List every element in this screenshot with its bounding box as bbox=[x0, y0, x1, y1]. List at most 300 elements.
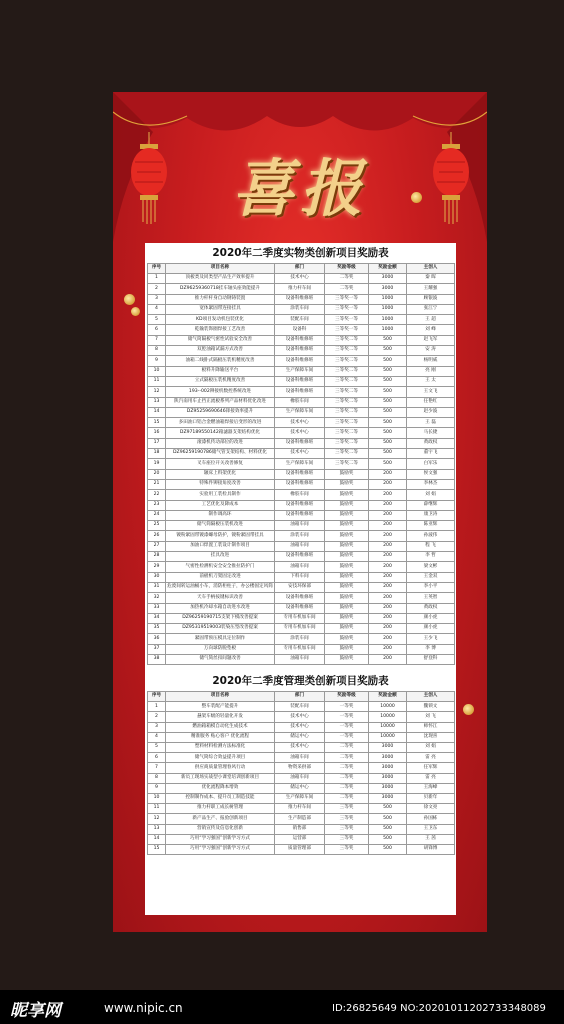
cell-project-name: 制作调高环 bbox=[166, 510, 275, 520]
table-row bbox=[148, 438, 455, 448]
cell-department: 推力杆车间 bbox=[275, 804, 325, 814]
cell-department: 技术中心 bbox=[275, 274, 325, 284]
cell-index: 33 bbox=[148, 603, 166, 613]
cell-award-level: 鼓励奖 bbox=[325, 603, 369, 613]
cell-index: 5 bbox=[148, 743, 166, 753]
cell-index: 10 bbox=[148, 793, 166, 803]
table-row bbox=[148, 753, 455, 763]
cell-index: 17 bbox=[148, 438, 166, 448]
table-row bbox=[148, 804, 455, 814]
cell-lead: 雷 亮 bbox=[407, 753, 455, 763]
cell-award-level: 三等奖二等 bbox=[325, 376, 369, 386]
cell-award-level: 鼓励奖 bbox=[325, 654, 369, 664]
table-row bbox=[148, 449, 455, 459]
award-tables-panel bbox=[145, 243, 456, 915]
table-row bbox=[148, 479, 455, 489]
gold-coin-decoration bbox=[124, 294, 135, 305]
cell-department: 推力杆车间 bbox=[275, 284, 325, 294]
cell-department: 设备科维修班 bbox=[275, 356, 325, 366]
cell-department: 设备科维修班 bbox=[275, 346, 325, 356]
cell-index: 19 bbox=[148, 459, 166, 469]
cell-department: 涂装车间 bbox=[275, 531, 325, 541]
cell-project-name: 储气筒丝扣间题改善 bbox=[166, 654, 275, 664]
table-row bbox=[148, 469, 455, 479]
cell-project-name: 陕汽南用车止挡正流板系列产品材料优化改进 bbox=[166, 397, 275, 407]
cell-project-name: 推力杆杆身自动钢铸装置 bbox=[166, 294, 275, 304]
table-row bbox=[148, 702, 455, 712]
cell-lead: 王英智 bbox=[407, 593, 455, 603]
table-row bbox=[148, 844, 455, 854]
cell-department: 设备科维修班 bbox=[275, 335, 325, 345]
cell-award-level: 一等奖 bbox=[325, 712, 369, 722]
cell-project-name: 燃油箱箱模自动化生成技术 bbox=[166, 722, 275, 732]
cell-project-name: DZ96259190715支架下模改善提案 bbox=[166, 613, 275, 623]
cell-department: 设备科维修班 bbox=[275, 552, 325, 562]
cell-award-level: 三等奖 bbox=[325, 804, 369, 814]
cell-project-name: 精准服务 贴心客户 优化流程 bbox=[166, 732, 275, 742]
cell-project-name: 加油口焊置工装设计制作项目 bbox=[166, 541, 275, 551]
cell-department: 装配车间 bbox=[275, 702, 325, 712]
cell-project-name: 叉车座位开关改善修复 bbox=[166, 459, 275, 469]
cell-lead: 刘 飞 bbox=[407, 712, 455, 722]
table-row bbox=[148, 814, 455, 824]
cell-lead: 王 超 bbox=[407, 315, 455, 325]
cell-award-level: 鼓励奖 bbox=[325, 562, 369, 572]
cell-award-level: 三等奖二等 bbox=[325, 418, 369, 428]
cell-department: 橡胶车间 bbox=[275, 397, 325, 407]
cell-award-level: 二等奖 bbox=[325, 773, 369, 783]
cell-lead: 白军乐 bbox=[407, 459, 455, 469]
cell-project-name: 新产品生产、报验创新项目 bbox=[166, 814, 275, 824]
cell-project-name: 工艺优化及降成本 bbox=[166, 500, 275, 510]
cell-department: 设备科维修班 bbox=[275, 593, 325, 603]
table-row bbox=[148, 531, 455, 541]
table-row bbox=[148, 783, 455, 793]
table-row bbox=[148, 732, 455, 742]
cell-department: 设备科维修班 bbox=[275, 438, 325, 448]
cell-lead: 贝新年 bbox=[407, 793, 455, 803]
cell-award-level: 三等奖二等 bbox=[325, 346, 369, 356]
cell-department: 技术中心 bbox=[275, 428, 325, 438]
cell-project-name: 储气筒隔板压装机改进 bbox=[166, 521, 275, 531]
cell-lead: 舒登科 bbox=[407, 654, 455, 664]
cell-project-name: 油箱二线卧式隔板压装机精度改善 bbox=[166, 356, 275, 366]
cell-department: 销售部 bbox=[275, 824, 325, 834]
cell-index: 27 bbox=[148, 541, 166, 551]
cell-award-level: 三等奖 bbox=[325, 824, 369, 834]
table-row bbox=[148, 376, 455, 386]
cell-award-level: 鼓励奖 bbox=[325, 582, 369, 592]
cell-amount: 500 bbox=[369, 834, 407, 844]
hero-title: 喜报 bbox=[231, 152, 368, 225]
cell-amount: 200 bbox=[369, 644, 407, 654]
cell-amount: 10000 bbox=[369, 712, 407, 722]
table-row bbox=[148, 824, 455, 834]
cell-award-level: 二等奖 bbox=[325, 274, 369, 284]
cell-award-level: 二等奖 bbox=[325, 753, 369, 763]
cell-amount: 500 bbox=[369, 407, 407, 417]
cell-department: 设备科维修班 bbox=[275, 510, 325, 520]
cell-index: 4 bbox=[148, 732, 166, 742]
cell-award-level: 鼓励奖 bbox=[325, 634, 369, 644]
table-row bbox=[148, 593, 455, 603]
table-row bbox=[148, 834, 455, 844]
cell-lead: 赵飞军 bbox=[407, 335, 455, 345]
cell-award-level: 三等奖 bbox=[325, 844, 369, 854]
table-header-row bbox=[148, 692, 455, 702]
cell-award-level: 三等奖二等 bbox=[325, 387, 369, 397]
cell-index: 1 bbox=[148, 702, 166, 712]
cell-department: 设备科维修班 bbox=[275, 603, 325, 613]
cell-lead: 任军辉 bbox=[407, 763, 455, 773]
cell-index: 37 bbox=[148, 644, 166, 654]
cell-amount: 200 bbox=[369, 552, 407, 562]
cell-award-level: 三等奖二等 bbox=[325, 428, 369, 438]
cell-amount: 200 bbox=[369, 572, 407, 582]
cell-amount: 1000 bbox=[369, 294, 407, 304]
cell-index: 25 bbox=[148, 521, 166, 531]
cell-lead: 康卫涛 bbox=[407, 510, 455, 520]
cell-project-name: 供应商质量管理春风行动 bbox=[166, 763, 275, 773]
cell-lead: 李 博 bbox=[407, 644, 455, 654]
cell-project-name: 特殊件铆接角度改善 bbox=[166, 479, 275, 489]
cell-project-name: DZ97189550142箱滤器支架结构优化 bbox=[166, 428, 275, 438]
table-row bbox=[148, 356, 455, 366]
cell-index: 14 bbox=[148, 834, 166, 844]
poster bbox=[113, 92, 487, 932]
cell-amount: 3000 bbox=[369, 274, 407, 284]
cell-index: 4 bbox=[148, 304, 166, 314]
table-row bbox=[148, 793, 455, 803]
cell-project-name: 乾输装饰圈焊接工艺改善 bbox=[166, 325, 275, 335]
cell-amount: 200 bbox=[369, 469, 407, 479]
cell-lead: 李小平 bbox=[407, 582, 455, 592]
table-row bbox=[148, 582, 455, 592]
cell-amount: 200 bbox=[369, 521, 407, 531]
cell-award-level: 鼓励奖 bbox=[325, 531, 369, 541]
cell-lead: 徐文亮 bbox=[407, 804, 455, 814]
cell-index: 6 bbox=[148, 325, 166, 335]
cell-amount: 500 bbox=[369, 844, 407, 854]
table-row bbox=[148, 552, 455, 562]
cell-department: 生产保障车间 bbox=[275, 407, 325, 417]
cell-amount: 200 bbox=[369, 490, 407, 500]
cell-index: 36 bbox=[148, 634, 166, 644]
cell-award-level: 鼓励奖 bbox=[325, 624, 369, 634]
cell-project-name: 实验用工装检具制作 bbox=[166, 490, 275, 500]
table-row bbox=[148, 304, 455, 314]
header-department: 部门 bbox=[275, 264, 325, 274]
cell-amount: 200 bbox=[369, 500, 407, 510]
cell-index: 11 bbox=[148, 804, 166, 814]
cell-lead: 张江宁 bbox=[407, 304, 455, 314]
cell-department: 油箱车间 bbox=[275, 654, 325, 664]
watermark-url: www.nipic.cn bbox=[104, 1001, 183, 1015]
table-row bbox=[148, 346, 455, 356]
cell-award-level: 三等奖二等 bbox=[325, 407, 369, 417]
cell-award-level: 三等奖 bbox=[325, 814, 369, 824]
cell-department: 油箱车间 bbox=[275, 521, 325, 531]
table-row bbox=[148, 521, 455, 531]
cell-department: 专用车机加车间 bbox=[275, 624, 325, 634]
cell-department: 油箱车间 bbox=[275, 562, 325, 572]
cell-amount: 3000 bbox=[369, 773, 407, 783]
cell-department: 装配车间 bbox=[275, 315, 325, 325]
cell-department: 技术中心 bbox=[275, 712, 325, 722]
cell-lead: 师怀江 bbox=[407, 722, 455, 732]
cell-project-name: DZ95319519003装染压型改善提案 bbox=[166, 624, 275, 634]
cell-award-level: 鼓励奖 bbox=[325, 521, 369, 531]
cell-amount: 200 bbox=[369, 582, 407, 592]
cell-project-name: 板料升降输送平台 bbox=[166, 366, 275, 376]
gold-coin-decoration bbox=[411, 192, 422, 203]
cell-index: 26 bbox=[148, 531, 166, 541]
cell-award-level: 三等奖一等 bbox=[325, 325, 369, 335]
table-row bbox=[148, 284, 455, 294]
table-row bbox=[148, 624, 455, 634]
cell-lead: 孙国栋 bbox=[407, 814, 455, 824]
watermark-logo: 昵享网 bbox=[10, 1001, 61, 1021]
cell-project-name: 推力杆职工成长树管理 bbox=[166, 804, 275, 814]
table-row bbox=[148, 366, 455, 376]
cell-department: 物资采供部 bbox=[275, 763, 325, 773]
table-row bbox=[148, 418, 455, 428]
table-row bbox=[148, 428, 455, 438]
cell-project-name: 前板机刀架固定改进 bbox=[166, 572, 275, 582]
cell-department: 技术中心 bbox=[275, 722, 325, 732]
cell-index: 23 bbox=[148, 500, 166, 510]
cell-index: 1 bbox=[148, 274, 166, 284]
header-award-level: 奖励等级 bbox=[325, 264, 369, 274]
header-index: 序号 bbox=[148, 692, 166, 702]
cell-lead: 胡锋博 bbox=[407, 844, 455, 854]
cell-project-name: 万向球防脱垫板 bbox=[166, 644, 275, 654]
table-row bbox=[148, 603, 455, 613]
cell-lead: 王少飞 bbox=[407, 634, 455, 644]
cell-lead: 梁文彬 bbox=[407, 562, 455, 572]
cell-lead: 马长捷 bbox=[407, 428, 455, 438]
cell-amount: 3000 bbox=[369, 753, 407, 763]
cell-amount: 500 bbox=[369, 438, 407, 448]
cell-amount: 3000 bbox=[369, 763, 407, 773]
cell-amount: 1000 bbox=[369, 315, 407, 325]
cell-lead: 王卫东 bbox=[407, 824, 455, 834]
cell-lead: 刘 娟 bbox=[407, 490, 455, 500]
cell-index: 9 bbox=[148, 356, 166, 366]
cell-amount: 200 bbox=[369, 593, 407, 603]
cell-project-name: 紧固带预压模具定位制作 bbox=[166, 634, 275, 644]
cell-department: 油箱车间 bbox=[275, 773, 325, 783]
table-row bbox=[148, 634, 455, 644]
watermark-id: ID:26825649 NO:20201011202733348089 bbox=[332, 1003, 546, 1014]
cell-project-name: 巧用“学习强国”创新学习方式 bbox=[166, 844, 275, 854]
table-row bbox=[148, 335, 455, 345]
header-amount: 奖励金额 bbox=[369, 264, 407, 274]
cell-lead: 雷 亮 bbox=[407, 773, 455, 783]
cell-index: 14 bbox=[148, 407, 166, 417]
cell-department: 技术中心 bbox=[275, 418, 325, 428]
cell-department: 橡胶车间 bbox=[275, 490, 325, 500]
cell-project-name: 危废间转运油桶小车，消防柜柱子，办公楼固定风筒 bbox=[166, 582, 275, 592]
cell-amount: 10000 bbox=[369, 702, 407, 712]
cell-amount: 500 bbox=[369, 824, 407, 834]
cell-amount: 500 bbox=[369, 814, 407, 824]
table-row bbox=[148, 490, 455, 500]
cell-department: 储运中心 bbox=[275, 732, 325, 742]
cell-amount: 500 bbox=[369, 387, 407, 397]
cell-project-name: 营销宣传及信息化创新 bbox=[166, 824, 275, 834]
cell-lead: 颜小虎 bbox=[407, 624, 455, 634]
table-row bbox=[148, 722, 455, 732]
cell-index: 9 bbox=[148, 783, 166, 793]
cell-award-level: 一等奖 bbox=[325, 722, 369, 732]
cell-lead: 杨明威 bbox=[407, 356, 455, 366]
header-project-name: 项目名称 bbox=[166, 692, 275, 702]
cell-lead: 王 磊 bbox=[407, 418, 455, 428]
cell-index: 18 bbox=[148, 449, 166, 459]
table-header-row bbox=[148, 264, 455, 274]
cell-award-level: 三等奖 bbox=[325, 834, 369, 844]
cell-award-level: 三等奖二等 bbox=[325, 335, 369, 345]
cell-project-name: 塑料材料检测方法标准化 bbox=[166, 743, 275, 753]
cell-award-level: 鼓励奖 bbox=[325, 479, 369, 489]
cell-amount: 500 bbox=[369, 356, 407, 366]
cell-amount: 500 bbox=[369, 376, 407, 386]
table-row bbox=[148, 572, 455, 582]
cell-index: 8 bbox=[148, 773, 166, 783]
cell-project-name: 新员工现场实战型小课堂培训创新项目 bbox=[166, 773, 275, 783]
cell-department: 生产保障车间 bbox=[275, 459, 325, 469]
cell-department: 设备科维修班 bbox=[275, 376, 325, 386]
cell-index: 3 bbox=[148, 294, 166, 304]
cell-project-name: 双腔油箱试漏方式改善 bbox=[166, 346, 275, 356]
table-row bbox=[148, 541, 455, 551]
cell-lead: 董宇飞 bbox=[407, 449, 455, 459]
cell-lead: 刘 娟 bbox=[407, 743, 455, 753]
table-row bbox=[148, 773, 455, 783]
cell-department: 涂装车间 bbox=[275, 634, 325, 644]
cell-department: 油箱车间 bbox=[275, 541, 325, 551]
table-row bbox=[148, 387, 455, 397]
cell-index: 24 bbox=[148, 510, 166, 520]
cell-project-name: 193--002铆接机数控系统改进 bbox=[166, 387, 275, 397]
cell-index: 28 bbox=[148, 552, 166, 562]
table-row bbox=[148, 274, 455, 284]
lantern-left bbox=[129, 132, 169, 224]
cell-project-name: 挂具改进 bbox=[166, 552, 275, 562]
cell-award-level: 鼓励奖 bbox=[325, 510, 369, 520]
cell-index: 30 bbox=[148, 572, 166, 582]
cell-amount: 500 bbox=[369, 449, 407, 459]
cell-index: 35 bbox=[148, 624, 166, 634]
table-row bbox=[148, 500, 455, 510]
cell-award-level: 鼓励奖 bbox=[325, 541, 369, 551]
table-row bbox=[148, 763, 455, 773]
cell-project-name: 悬架车级的轻量化开发 bbox=[166, 712, 275, 722]
cell-lead: 赵少波 bbox=[407, 407, 455, 417]
cell-award-level: 鼓励奖 bbox=[325, 613, 369, 623]
cell-department: 下料车间 bbox=[275, 572, 325, 582]
cell-amount: 200 bbox=[369, 634, 407, 644]
cell-index: 31 bbox=[148, 582, 166, 592]
table-row bbox=[148, 315, 455, 325]
header-lead: 主创人 bbox=[407, 692, 455, 702]
table-row bbox=[148, 510, 455, 520]
cell-index: 8 bbox=[148, 346, 166, 356]
cell-index: 5 bbox=[148, 315, 166, 325]
cell-department: 储运中心 bbox=[275, 783, 325, 793]
cell-index: 38 bbox=[148, 654, 166, 664]
cell-lead: 亮 刚 bbox=[407, 366, 455, 376]
header-department: 部门 bbox=[275, 692, 325, 702]
cell-department: 专用车机加车间 bbox=[275, 613, 325, 623]
cell-award-level: 三等奖二等 bbox=[325, 438, 369, 448]
cell-index: 7 bbox=[148, 335, 166, 345]
cell-lead: 薛继辉 bbox=[407, 500, 455, 510]
cell-amount: 1000 bbox=[369, 325, 407, 335]
cell-project-name: 控制制作成本、提升员工制造技能 bbox=[166, 793, 275, 803]
cell-lead: 安 涛 bbox=[407, 346, 455, 356]
cell-amount: 10000 bbox=[369, 722, 407, 732]
cell-lead: 王 太 bbox=[407, 376, 455, 386]
table-row bbox=[148, 294, 455, 304]
cell-project-name: 滚漆机传动部位的改进 bbox=[166, 438, 275, 448]
cell-award-level: 二等奖 bbox=[325, 743, 369, 753]
cell-award-level: 三等奖二等 bbox=[325, 459, 369, 469]
table-row bbox=[148, 654, 455, 664]
cell-amount: 500 bbox=[369, 418, 407, 428]
cell-index: 34 bbox=[148, 613, 166, 623]
cell-award-level: 鼓励奖 bbox=[325, 572, 369, 582]
cell-amount: 500 bbox=[369, 346, 407, 356]
cell-amount: 500 bbox=[369, 804, 407, 814]
cell-amount: 200 bbox=[369, 531, 407, 541]
cell-lead: 王耀强 bbox=[407, 284, 455, 294]
header-amount: 奖励金额 bbox=[369, 692, 407, 702]
cell-department: 质量管理部 bbox=[275, 844, 325, 854]
cell-index: 2 bbox=[148, 284, 166, 294]
cell-department: 油箱车间 bbox=[275, 753, 325, 763]
cell-amount: 200 bbox=[369, 603, 407, 613]
cell-index: 11 bbox=[148, 376, 166, 386]
cell-index: 15 bbox=[148, 844, 166, 854]
cell-award-level: 鼓励奖 bbox=[325, 552, 369, 562]
cell-lead: 程 飞 bbox=[407, 541, 455, 551]
cell-award-level: 三等奖一等 bbox=[325, 315, 369, 325]
cell-project-name: 优化流程降本增效 bbox=[166, 783, 275, 793]
cell-index: 3 bbox=[148, 722, 166, 732]
cell-project-name: 加热机冷却水箱自动进水改进 bbox=[166, 603, 275, 613]
cell-department: 设备科 bbox=[275, 325, 325, 335]
cell-award-level: 二等奖 bbox=[325, 793, 369, 803]
cell-amount: 200 bbox=[369, 479, 407, 489]
cell-index: 12 bbox=[148, 387, 166, 397]
cell-lead: 王海峰 bbox=[407, 783, 455, 793]
cell-lead: 魏锁文 bbox=[407, 702, 455, 712]
cell-lead: 顾银波 bbox=[407, 294, 455, 304]
cell-project-name: 储气筒综合效益提升项目 bbox=[166, 753, 275, 763]
cell-lead: 陈亚辉 bbox=[407, 521, 455, 531]
cell-amount: 500 bbox=[369, 366, 407, 376]
table-row bbox=[148, 743, 455, 753]
header-index: 序号 bbox=[148, 264, 166, 274]
physical-innovation-award-table bbox=[147, 263, 455, 665]
cell-lead: 秦 晖 bbox=[407, 274, 455, 284]
cell-amount: 200 bbox=[369, 541, 407, 551]
cell-department: 涂装车间 bbox=[275, 304, 325, 314]
cell-project-name: 辗床上料架优化 bbox=[166, 469, 275, 479]
cell-index: 13 bbox=[148, 397, 166, 407]
